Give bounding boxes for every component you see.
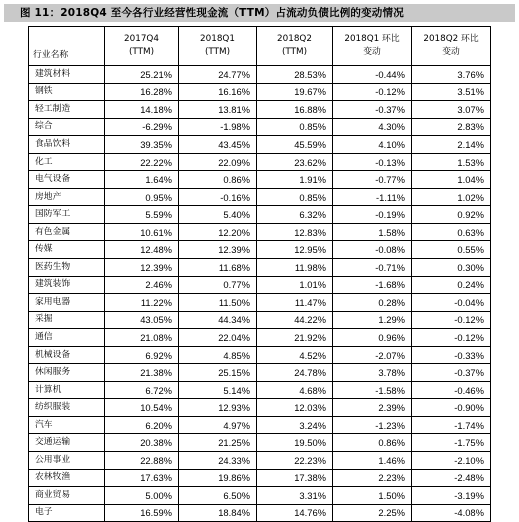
change-2018q1-cell: 1.29% bbox=[333, 311, 412, 329]
change-2018q2-cell: 0.92% bbox=[412, 206, 491, 224]
header-2018q1-qoq-change bbox=[333, 27, 412, 66]
header-2018q2-qoq-line2: 变动 bbox=[442, 47, 460, 57]
value-2018q1-cell: 12.93% bbox=[179, 399, 257, 417]
value-2018q1-cell: 0.86% bbox=[179, 171, 257, 189]
table-row bbox=[29, 276, 491, 294]
table-row bbox=[29, 329, 491, 347]
value-2018q1-cell: 24.33% bbox=[179, 452, 257, 470]
value-2018q1-cell: 11.50% bbox=[179, 294, 257, 312]
value-2018q2-cell: 12.83% bbox=[257, 223, 333, 241]
change-2018q1-cell: 2.23% bbox=[333, 469, 412, 487]
value-2017q4-cell: 10.54% bbox=[105, 399, 179, 417]
change-2018q1-cell: 1.58% bbox=[333, 223, 412, 241]
change-2018q2-cell: -0.33% bbox=[412, 346, 491, 364]
value-2017q4-cell: 6.20% bbox=[105, 416, 179, 434]
industry-name-cell: 房地产 bbox=[29, 188, 105, 206]
industry-name-cell: 食品饮料 bbox=[29, 136, 105, 154]
value-2017q4-cell: 6.72% bbox=[105, 381, 179, 399]
value-2018q2-cell: 16.88% bbox=[257, 101, 333, 119]
change-2018q2-cell: -0.90% bbox=[412, 399, 491, 417]
change-2018q1-cell: 0.28% bbox=[333, 294, 412, 312]
change-2018q1-cell: 2.39% bbox=[333, 399, 412, 417]
table-row bbox=[29, 399, 491, 417]
change-2018q2-cell: -0.12% bbox=[412, 329, 491, 347]
header-2018q2-qoq-line1: 2018Q2 环比 bbox=[423, 34, 479, 44]
value-2017q4-cell: 21.38% bbox=[105, 364, 179, 382]
cashflow-ratio-table bbox=[28, 26, 491, 522]
industry-name-cell: 建筑装饰 bbox=[29, 276, 105, 294]
header-industry-name: 行业名称 bbox=[29, 27, 105, 66]
value-2018q1-cell: 4.97% bbox=[179, 416, 257, 434]
table-row bbox=[29, 241, 491, 259]
table-row bbox=[29, 66, 491, 84]
value-2018q2-cell: 22.23% bbox=[257, 452, 333, 470]
industry-name-cell: 轻工制造 bbox=[29, 101, 105, 119]
change-2018q2-cell: 2.14% bbox=[412, 136, 491, 154]
value-2018q2-cell: 1.01% bbox=[257, 276, 333, 294]
change-2018q2-cell: -1.74% bbox=[412, 416, 491, 434]
header-2018q1-unit: (TTM) bbox=[204, 47, 231, 57]
change-2018q2-cell: 0.55% bbox=[412, 241, 491, 259]
table-row bbox=[29, 136, 491, 154]
value-2017q4-cell: 17.63% bbox=[105, 469, 179, 487]
change-2018q1-cell: 3.78% bbox=[333, 364, 412, 382]
value-2018q2-cell: 17.38% bbox=[257, 469, 333, 487]
change-2018q1-cell: -0.37% bbox=[333, 101, 412, 119]
change-2018q2-cell: 3.76% bbox=[412, 66, 491, 84]
table-header-row bbox=[29, 27, 491, 66]
value-2018q2-cell: 23.62% bbox=[257, 153, 333, 171]
value-2017q4-cell: 5.59% bbox=[105, 206, 179, 224]
change-2018q1-cell: -0.12% bbox=[333, 83, 412, 101]
industry-name-cell: 医药生物 bbox=[29, 259, 105, 277]
industry-name-cell: 传媒 bbox=[29, 241, 105, 259]
change-2018q2-cell: -0.46% bbox=[412, 381, 491, 399]
table-row bbox=[29, 118, 491, 136]
value-2018q2-cell: 3.31% bbox=[257, 487, 333, 505]
industry-name-cell: 家用电器 bbox=[29, 294, 105, 312]
value-2017q4-cell: 10.61% bbox=[105, 223, 179, 241]
value-2018q2-cell: 44.22% bbox=[257, 311, 333, 329]
table-body bbox=[29, 66, 491, 522]
table-row bbox=[29, 346, 491, 364]
value-2017q4-cell: 43.05% bbox=[105, 311, 179, 329]
value-2017q4-cell: 11.22% bbox=[105, 294, 179, 312]
value-2017q4-cell: 39.35% bbox=[105, 136, 179, 154]
change-2018q2-cell: 3.51% bbox=[412, 83, 491, 101]
table-row bbox=[29, 364, 491, 382]
change-2018q2-cell: 1.04% bbox=[412, 171, 491, 189]
value-2017q4-cell: 12.39% bbox=[105, 259, 179, 277]
value-2018q1-cell: -1.98% bbox=[179, 118, 257, 136]
value-2017q4-cell: 16.59% bbox=[105, 504, 179, 522]
industry-name-cell: 钢铁 bbox=[29, 83, 105, 101]
header-2018q2-qoq-change bbox=[412, 27, 491, 66]
value-2018q1-cell: 18.84% bbox=[179, 504, 257, 522]
value-2018q1-cell: 11.68% bbox=[179, 259, 257, 277]
value-2018q1-cell: 12.20% bbox=[179, 223, 257, 241]
value-2018q1-cell: 13.81% bbox=[179, 101, 257, 119]
value-2018q2-cell: 12.95% bbox=[257, 241, 333, 259]
table-row bbox=[29, 311, 491, 329]
value-2017q4-cell: 12.48% bbox=[105, 241, 179, 259]
value-2018q1-cell: 43.45% bbox=[179, 136, 257, 154]
value-2018q2-cell: 4.68% bbox=[257, 381, 333, 399]
table-row bbox=[29, 101, 491, 119]
value-2018q1-cell: 44.34% bbox=[179, 311, 257, 329]
header-2017q4 bbox=[105, 27, 179, 66]
table-row bbox=[29, 381, 491, 399]
header-2018q2-period: 2018Q2 bbox=[277, 34, 312, 44]
value-2018q2-cell: 11.47% bbox=[257, 294, 333, 312]
change-2018q2-cell: 3.07% bbox=[412, 101, 491, 119]
value-2018q2-cell: 24.78% bbox=[257, 364, 333, 382]
industry-name-cell: 电子 bbox=[29, 504, 105, 522]
value-2018q1-cell: 22.09% bbox=[179, 153, 257, 171]
value-2018q1-cell: 21.25% bbox=[179, 434, 257, 452]
header-2018q1 bbox=[179, 27, 257, 66]
value-2017q4-cell: 1.64% bbox=[105, 171, 179, 189]
value-2018q1-cell: 0.77% bbox=[179, 276, 257, 294]
change-2018q1-cell: 1.46% bbox=[333, 452, 412, 470]
industry-name-cell: 通信 bbox=[29, 329, 105, 347]
industry-name-cell: 休闲服务 bbox=[29, 364, 105, 382]
header-2018q1-qoq-line2: 变动 bbox=[363, 47, 381, 57]
table-row bbox=[29, 416, 491, 434]
value-2018q1-cell: 22.04% bbox=[179, 329, 257, 347]
table-row bbox=[29, 153, 491, 171]
value-2018q2-cell: 28.53% bbox=[257, 66, 333, 84]
change-2018q1-cell: 0.96% bbox=[333, 329, 412, 347]
value-2018q2-cell: 0.85% bbox=[257, 188, 333, 206]
change-2018q2-cell: 1.02% bbox=[412, 188, 491, 206]
value-2018q1-cell: -0.16% bbox=[179, 188, 257, 206]
change-2018q2-cell: 0.63% bbox=[412, 223, 491, 241]
industry-name-cell: 采掘 bbox=[29, 311, 105, 329]
value-2017q4-cell: 16.28% bbox=[105, 83, 179, 101]
change-2018q1-cell: -0.77% bbox=[333, 171, 412, 189]
industry-name-cell: 机械设备 bbox=[29, 346, 105, 364]
change-2018q1-cell: -0.19% bbox=[333, 206, 412, 224]
value-2017q4-cell: 21.08% bbox=[105, 329, 179, 347]
value-2018q1-cell: 24.77% bbox=[179, 66, 257, 84]
value-2018q1-cell: 5.40% bbox=[179, 206, 257, 224]
value-2018q1-cell: 12.39% bbox=[179, 241, 257, 259]
industry-name-cell: 汽车 bbox=[29, 416, 105, 434]
table-row bbox=[29, 259, 491, 277]
value-2018q1-cell: 4.85% bbox=[179, 346, 257, 364]
industry-name-cell: 建筑材料 bbox=[29, 66, 105, 84]
table-row bbox=[29, 452, 491, 470]
value-2018q1-cell: 25.15% bbox=[179, 364, 257, 382]
change-2018q2-cell: -3.19% bbox=[412, 487, 491, 505]
change-2018q1-cell: 4.30% bbox=[333, 118, 412, 136]
value-2018q2-cell: 21.92% bbox=[257, 329, 333, 347]
table-row bbox=[29, 504, 491, 522]
header-2018q1-period: 2018Q1 bbox=[200, 34, 235, 44]
value-2018q1-cell: 6.50% bbox=[179, 487, 257, 505]
value-2018q2-cell: 0.85% bbox=[257, 118, 333, 136]
value-2017q4-cell: 14.18% bbox=[105, 101, 179, 119]
table-row bbox=[29, 206, 491, 224]
change-2018q2-cell: 2.83% bbox=[412, 118, 491, 136]
industry-name-cell: 公用事业 bbox=[29, 452, 105, 470]
change-2018q2-cell: -0.37% bbox=[412, 364, 491, 382]
industry-name-cell: 纺织服装 bbox=[29, 399, 105, 417]
industry-name-cell: 农林牧渔 bbox=[29, 469, 105, 487]
change-2018q2-cell: 1.53% bbox=[412, 153, 491, 171]
value-2017q4-cell: 0.95% bbox=[105, 188, 179, 206]
value-2018q2-cell: 14.76% bbox=[257, 504, 333, 522]
table-row bbox=[29, 188, 491, 206]
change-2018q1-cell: -1.11% bbox=[333, 188, 412, 206]
industry-name-cell: 综合 bbox=[29, 118, 105, 136]
change-2018q2-cell: -0.12% bbox=[412, 311, 491, 329]
header-2018q1-qoq-line1: 2018Q1 环比 bbox=[344, 34, 400, 44]
change-2018q2-cell: -1.75% bbox=[412, 434, 491, 452]
change-2018q1-cell: -1.68% bbox=[333, 276, 412, 294]
value-2018q2-cell: 19.50% bbox=[257, 434, 333, 452]
value-2017q4-cell: 2.46% bbox=[105, 276, 179, 294]
value-2017q4-cell: 22.22% bbox=[105, 153, 179, 171]
industry-name-cell: 电气设备 bbox=[29, 171, 105, 189]
value-2018q2-cell: 11.98% bbox=[257, 259, 333, 277]
industry-name-cell: 化工 bbox=[29, 153, 105, 171]
change-2018q1-cell: -0.71% bbox=[333, 259, 412, 277]
value-2018q2-cell: 19.67% bbox=[257, 83, 333, 101]
change-2018q2-cell: 0.24% bbox=[412, 276, 491, 294]
change-2018q2-cell: -4.08% bbox=[412, 504, 491, 522]
value-2018q2-cell: 45.59% bbox=[257, 136, 333, 154]
value-2018q2-cell: 6.32% bbox=[257, 206, 333, 224]
change-2018q2-cell: -2.48% bbox=[412, 469, 491, 487]
change-2018q2-cell: -0.04% bbox=[412, 294, 491, 312]
industry-name-cell: 有色金属 bbox=[29, 223, 105, 241]
value-2017q4-cell: 25.21% bbox=[105, 66, 179, 84]
value-2017q4-cell: 20.38% bbox=[105, 434, 179, 452]
change-2018q1-cell: -1.23% bbox=[333, 416, 412, 434]
change-2018q1-cell: 4.10% bbox=[333, 136, 412, 154]
value-2018q2-cell: 1.91% bbox=[257, 171, 333, 189]
change-2018q1-cell: -0.13% bbox=[333, 153, 412, 171]
value-2018q2-cell: 4.52% bbox=[257, 346, 333, 364]
change-2018q1-cell: -1.58% bbox=[333, 381, 412, 399]
table-row bbox=[29, 469, 491, 487]
industry-name-cell: 交通运输 bbox=[29, 434, 105, 452]
change-2018q1-cell: -2.07% bbox=[333, 346, 412, 364]
value-2017q4-cell: 5.00% bbox=[105, 487, 179, 505]
header-2017q4-period: 2017Q4 bbox=[124, 34, 159, 44]
value-2018q1-cell: 16.16% bbox=[179, 83, 257, 101]
value-2018q1-cell: 19.86% bbox=[179, 469, 257, 487]
table-row bbox=[29, 223, 491, 241]
figure-title: 图 11：2018Q4 至今各行业经营性现金流（TTM）占流动负债比例的变动情况 bbox=[4, 4, 515, 22]
change-2018q1-cell: 0.86% bbox=[333, 434, 412, 452]
industry-name-cell: 国防军工 bbox=[29, 206, 105, 224]
header-2017q4-unit: (TTM) bbox=[128, 47, 155, 57]
value-2017q4-cell: 6.92% bbox=[105, 346, 179, 364]
table-row bbox=[29, 434, 491, 452]
value-2018q2-cell: 3.24% bbox=[257, 416, 333, 434]
industry-name-cell: 商业贸易 bbox=[29, 487, 105, 505]
table-row bbox=[29, 294, 491, 312]
change-2018q2-cell: 0.30% bbox=[412, 259, 491, 277]
value-2018q2-cell: 12.03% bbox=[257, 399, 333, 417]
change-2018q1-cell: -0.44% bbox=[333, 66, 412, 84]
change-2018q1-cell: 2.25% bbox=[333, 504, 412, 522]
value-2018q1-cell: 5.14% bbox=[179, 381, 257, 399]
table-row bbox=[29, 83, 491, 101]
change-2018q2-cell: -2.10% bbox=[412, 452, 491, 470]
table-row bbox=[29, 487, 491, 505]
table-row bbox=[29, 171, 491, 189]
value-2017q4-cell: -6.29% bbox=[105, 118, 179, 136]
industry-name-cell: 计算机 bbox=[29, 381, 105, 399]
header-2018q2 bbox=[257, 27, 333, 66]
value-2017q4-cell: 22.88% bbox=[105, 452, 179, 470]
change-2018q1-cell: -0.08% bbox=[333, 241, 412, 259]
change-2018q1-cell: 1.50% bbox=[333, 487, 412, 505]
header-2018q2-unit: (TTM) bbox=[281, 47, 308, 57]
